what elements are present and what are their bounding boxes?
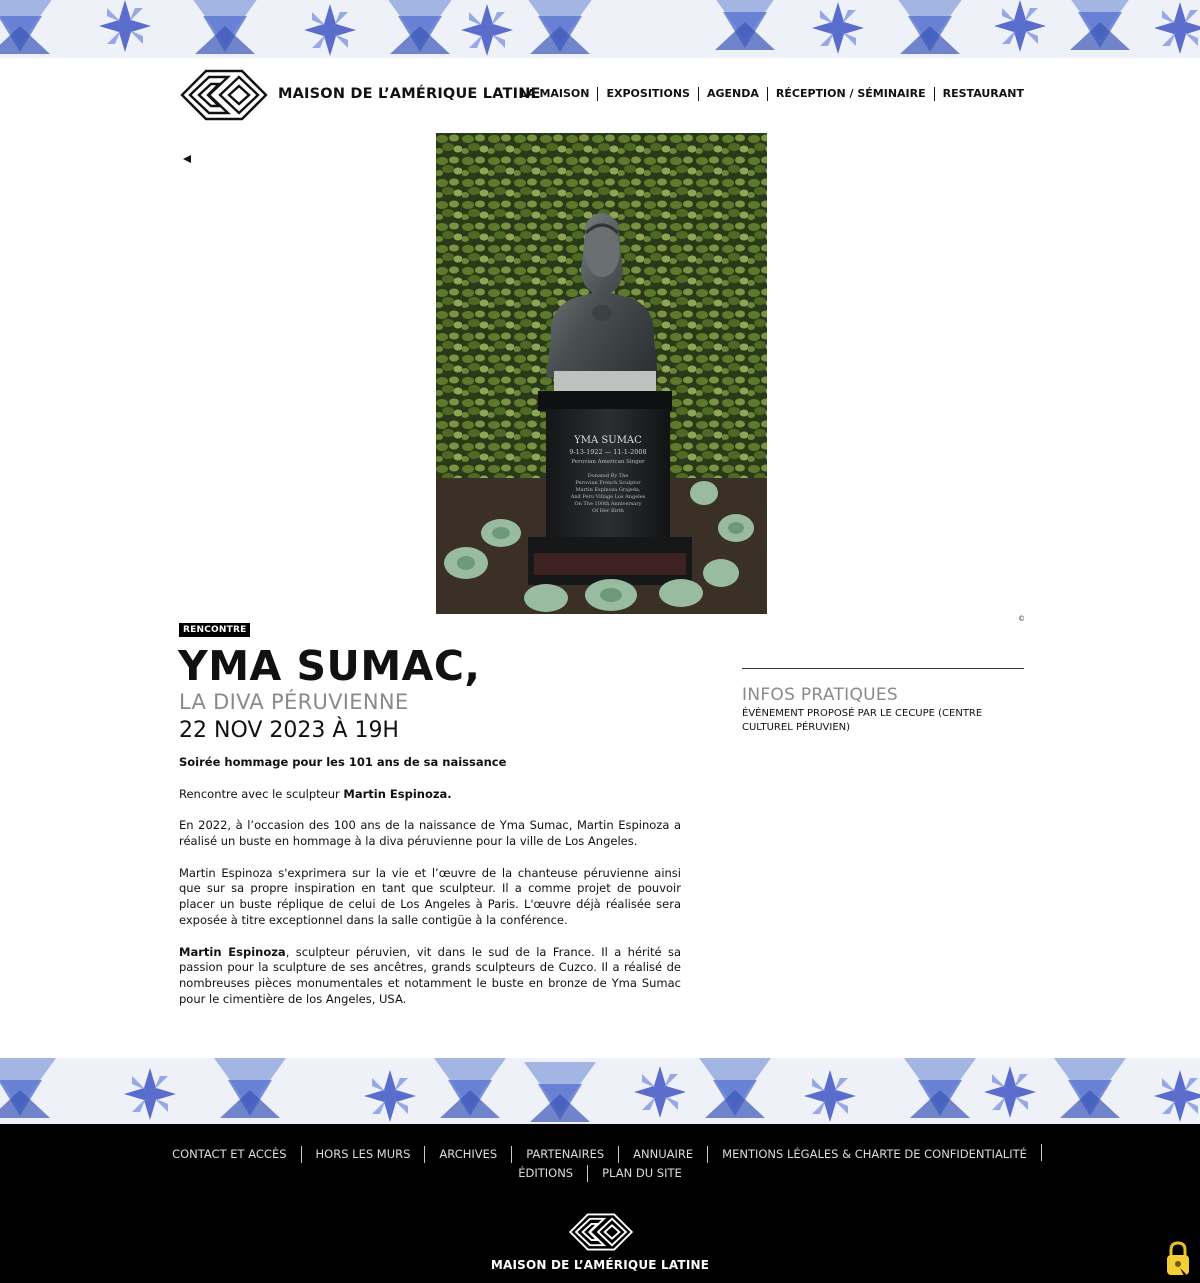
nav-la-maison[interactable]: LA MAISON: [520, 87, 590, 100]
footer-link-annuaire[interactable]: ANNUAIRE: [618, 1146, 707, 1163]
bust-photo-illustration: [436, 133, 767, 614]
sculptor-name: Martin Espinoza.: [343, 786, 452, 801]
infos-pratiques-heading: INFOS PRATIQUES: [742, 685, 899, 705]
hero-image: [436, 133, 767, 614]
article-lead: Soirée hommage pour les 101 ans de sa naissance: [179, 755, 507, 769]
sidebar-divider: [742, 668, 1024, 669]
footer-link-hors-les-murs[interactable]: HORS LES MURS: [301, 1146, 425, 1163]
pattern-svg-top: [0, 0, 1200, 58]
page-title: YMA SUMAC,: [178, 642, 481, 690]
footer-divider: [1041, 1144, 1042, 1161]
pattern-svg-bottom: [0, 1058, 1200, 1124]
footer-link-contact[interactable]: CONTACT ET ACCÈS: [172, 1147, 287, 1161]
paragraph-text: , sculpteur péruvien, vit dans le sud de la France. Il a hérité sa passion pour la sculpture de ses ancêtres, grands sculpteurs de Cuzco. Il a réalisé de nombreuses pièces monumentales et notamment le buste en bronze de Yma Sumac pour le cimentière de los Angeles, USA.: [179, 944, 682, 1006]
main-nav: [512, 87, 1024, 101]
plaque-line: Peruvian French Sculptor: [575, 480, 641, 486]
plaque-dates: 9-13-1922 — 11-1-2008: [569, 448, 647, 456]
footer-link-editions[interactable]: ÉDITIONS: [518, 1166, 574, 1180]
sculptor-name: Martin Espinoza: [179, 944, 286, 959]
page-subtitle: LA DIVA PÉRUVIENNE: [179, 690, 409, 714]
article-paragraph: [179, 787, 681, 803]
padlock-icon[interactable]: [1164, 1240, 1192, 1278]
footer-link-mentions-legales[interactable]: MENTIONS LÉGALES & CHARTE DE CONFIDENTIALITÉ: [707, 1146, 1041, 1163]
plaque-line: Of Her Birth: [592, 508, 624, 514]
article-paragraph: Martin Espinoza s'exprimera sur la vie et l’œuvre de la chanteuse péruvienne ainsi que sur sa propre inspiration en tant que sculpteur. Il a comme projet de pouvoir placer un buste réplique de celui de Los Angeles à Paris. L'œuvre déjà réalisée sera exposée à titre exceptionnel dans la salle contigüe à la conférence.: [179, 865, 681, 927]
carousel-prev-arrow-icon[interactable]: [183, 155, 191, 163]
footer-link-archives[interactable]: ARCHIVES: [424, 1146, 511, 1163]
article-body: [179, 755, 681, 1024]
nav-restaurant[interactable]: RESTAURANT: [934, 87, 1024, 101]
plaque-line: Martin Espinoza Grajeda,: [575, 487, 641, 493]
paragraph-text: Rencontre avec le sculpteur: [179, 786, 344, 801]
footer-link-partenaires[interactable]: PARTENAIRES: [511, 1146, 618, 1163]
article-paragraph: [179, 945, 681, 1008]
article-paragraph: En 2022, à l’occasion des 100 ans de la naissance de Yma Sumac, Martin Espinoza a réalisé un buste en hommage à la diva péruvienne pour la ville de Los Angeles.: [179, 818, 681, 848]
plaque-role: Peruvian American Singer: [571, 459, 645, 465]
footer-logo-icon[interactable]: [568, 1212, 634, 1252]
category-tag: RENCONTRE: [179, 623, 250, 637]
infos-pratiques-text: ÉVÉNEMENT PROPOSÉ PAR LE CECUPE (CENTRE CULTUREL PÉRUVIEN): [742, 708, 983, 733]
decorative-pattern-band-bottom: [0, 1058, 1200, 1124]
footer-links: [150, 1144, 1050, 1182]
maison-logo-icon[interactable]: [179, 68, 269, 122]
nav-reception-seminaire[interactable]: RÉCEPTION / SÉMINAIRE: [767, 87, 934, 101]
plaque-line: And Peru Village Los Angeles: [570, 494, 646, 500]
site-brand-name[interactable]: MAISON DE L’AMÉRIQUE LATINE: [278, 86, 541, 102]
site-header: [0, 58, 1200, 134]
nav-agenda[interactable]: AGENDA: [698, 87, 767, 101]
footer-link-plan-du-site[interactable]: PLAN DU SITE: [587, 1165, 696, 1182]
event-date: 22 NOV 2023 À 19H: [179, 718, 399, 743]
decorative-pattern-band-top: [0, 0, 1200, 58]
footer-brand-name: MAISON DE L’AMÉRIQUE LATINE: [490, 1258, 710, 1272]
image-copyright: ©: [1018, 615, 1025, 623]
plaque-line: On The 100th Anniversary: [574, 501, 642, 507]
site-footer: [0, 1124, 1200, 1283]
plaque-name: YMA SUMAC: [574, 435, 642, 446]
nav-expositions[interactable]: EXPOSITIONS: [597, 87, 698, 101]
plaque-line: Donated By The: [587, 473, 629, 479]
